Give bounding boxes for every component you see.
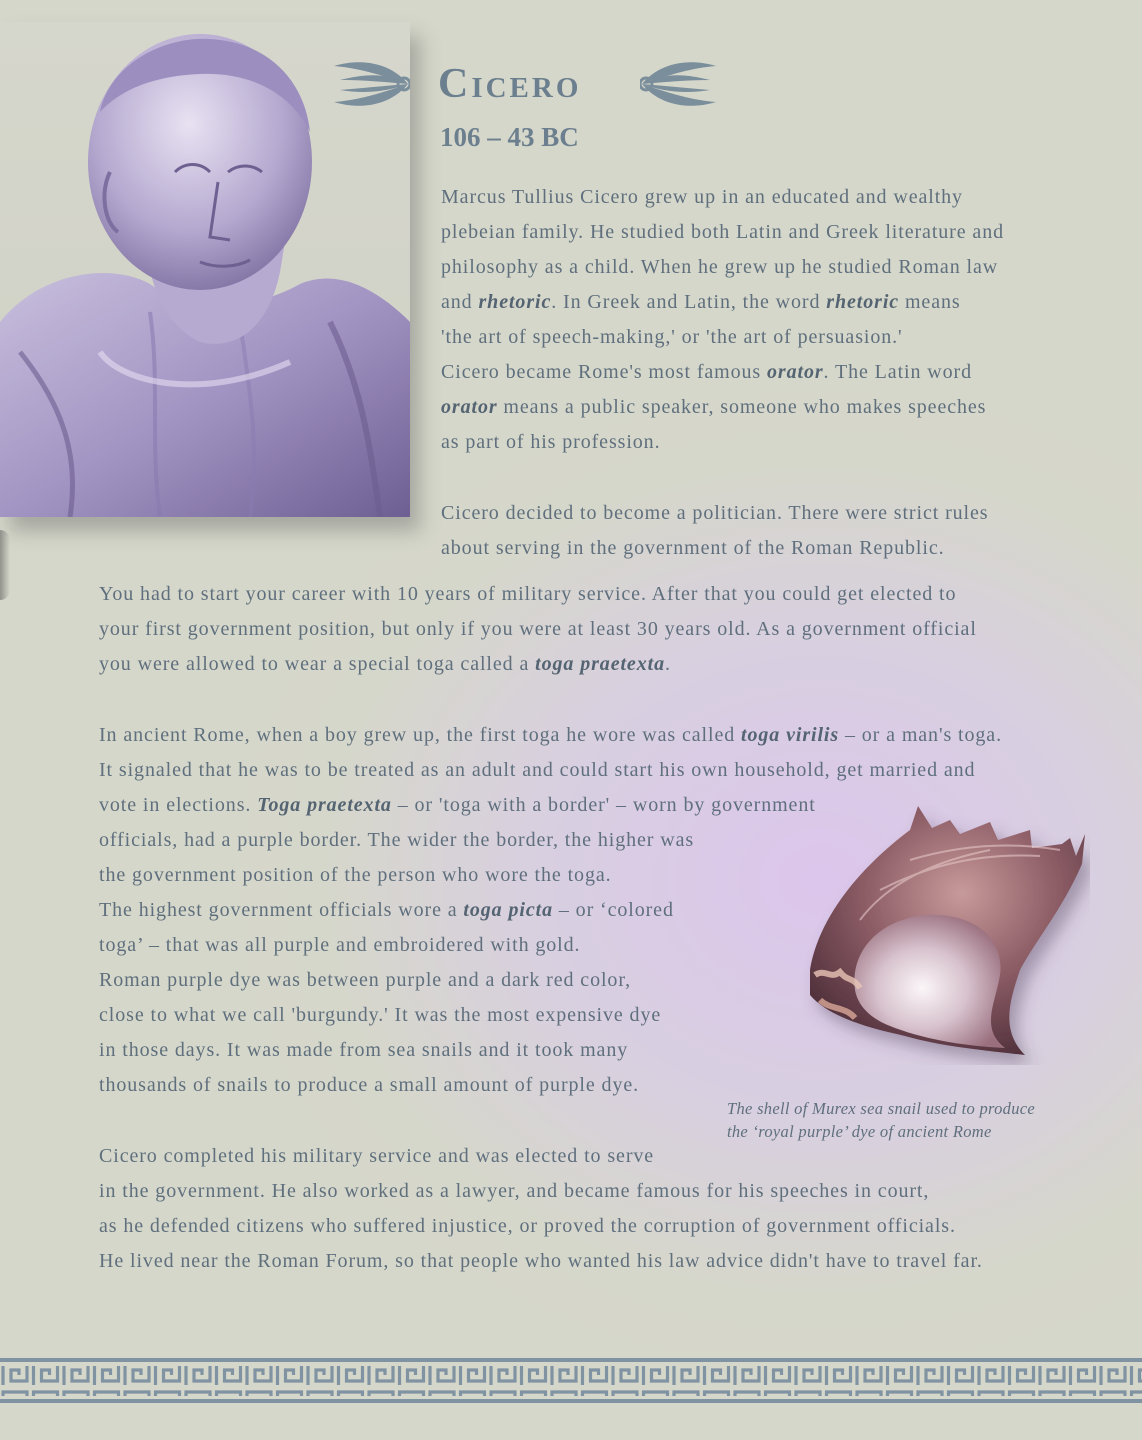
title-row bbox=[330, 52, 730, 122]
toga-paragraph: In ancient Rome, when a boy grew up, the first toga he wore was called toga virilis – or a man's toga. It signaled that he was to be treated as an adult and could start his own household, get married and vote in elections. Toga praetexta – or 'toga with a border' – worn by government officials, had a purple border. The wider the border, the higher was the government position of the person who wore the toga. The highest government officials wore a toga picta – or ‘colored toga’ – that was all purple and embroidered with gold. Roman purple dye was between purple and a dark red color, close to what we call 'burgundy.' It was the most expensive dye in those days. It was made from sea snails and it took many thousands of snails to produce a small amount of purple dye. bbox=[99, 724, 1002, 1096]
edge-shadow bbox=[0, 530, 10, 600]
intro-paragraph: Marcus Tullius Cicero grew up in an educated and wealthy plebeian family. He studied both Latin and Greek literature and philosophy as a child. When he grew up he studied Roman law and rhetoric. In Greek and Latin, the word rhetoric means 'the art of speech-making,' or 'the art of persuasion.' Cicero became Rome's most famous orator. The Latin word orator means a public speaker, someone who makes speeches as part of his profession. bbox=[441, 186, 1004, 453]
term-orator: orator bbox=[441, 396, 498, 418]
term-rhetoric: rhetoric bbox=[478, 291, 552, 313]
murex-shell-image bbox=[800, 800, 1090, 1065]
career-paragraph: You had to start your career with 10 years of military service. After that you could get elected to your first government position, but only if you were at least 30 years old. As a government official you were allowed to wear a special toga called a toga praetexta. bbox=[99, 583, 977, 675]
laurel-right-icon bbox=[640, 56, 720, 112]
term-toga-virilis: toga virilis bbox=[741, 724, 840, 746]
life-dates: 106 – 43 BC bbox=[440, 122, 579, 152]
term-toga-praetexta: Toga praetexta bbox=[257, 794, 392, 816]
term-toga-praetexta: toga praetexta bbox=[535, 653, 665, 675]
term-rhetoric: rhetoric bbox=[826, 291, 900, 313]
murex-shell-illustration bbox=[800, 800, 1090, 1065]
term-toga-picta: toga picta bbox=[463, 899, 553, 921]
laurel-left-icon bbox=[330, 56, 410, 112]
politics-paragraph: Cicero decided to become a politician. There were strict rules about serving in the government of the Roman Republic. bbox=[441, 502, 989, 559]
page-title: Cicero bbox=[438, 61, 582, 107]
shell-caption: The shell of Murex sea snail used to produce the ‘royal purple’ dye of ancient Rome bbox=[727, 1099, 1036, 1141]
closing-paragraph: Cicero completed his military service and was elected to serve in the government. He also worked as a lawyer, and became famous for his speeches in court, as he defended citizens who suffered injustice, or proved the corruption of government officials. He lived near the Roman Forum, so that people who wanted his law advice didn't have to travel far. bbox=[99, 1145, 983, 1272]
term-orator: orator bbox=[767, 361, 824, 383]
greek-key-border bbox=[0, 1358, 1142, 1404]
